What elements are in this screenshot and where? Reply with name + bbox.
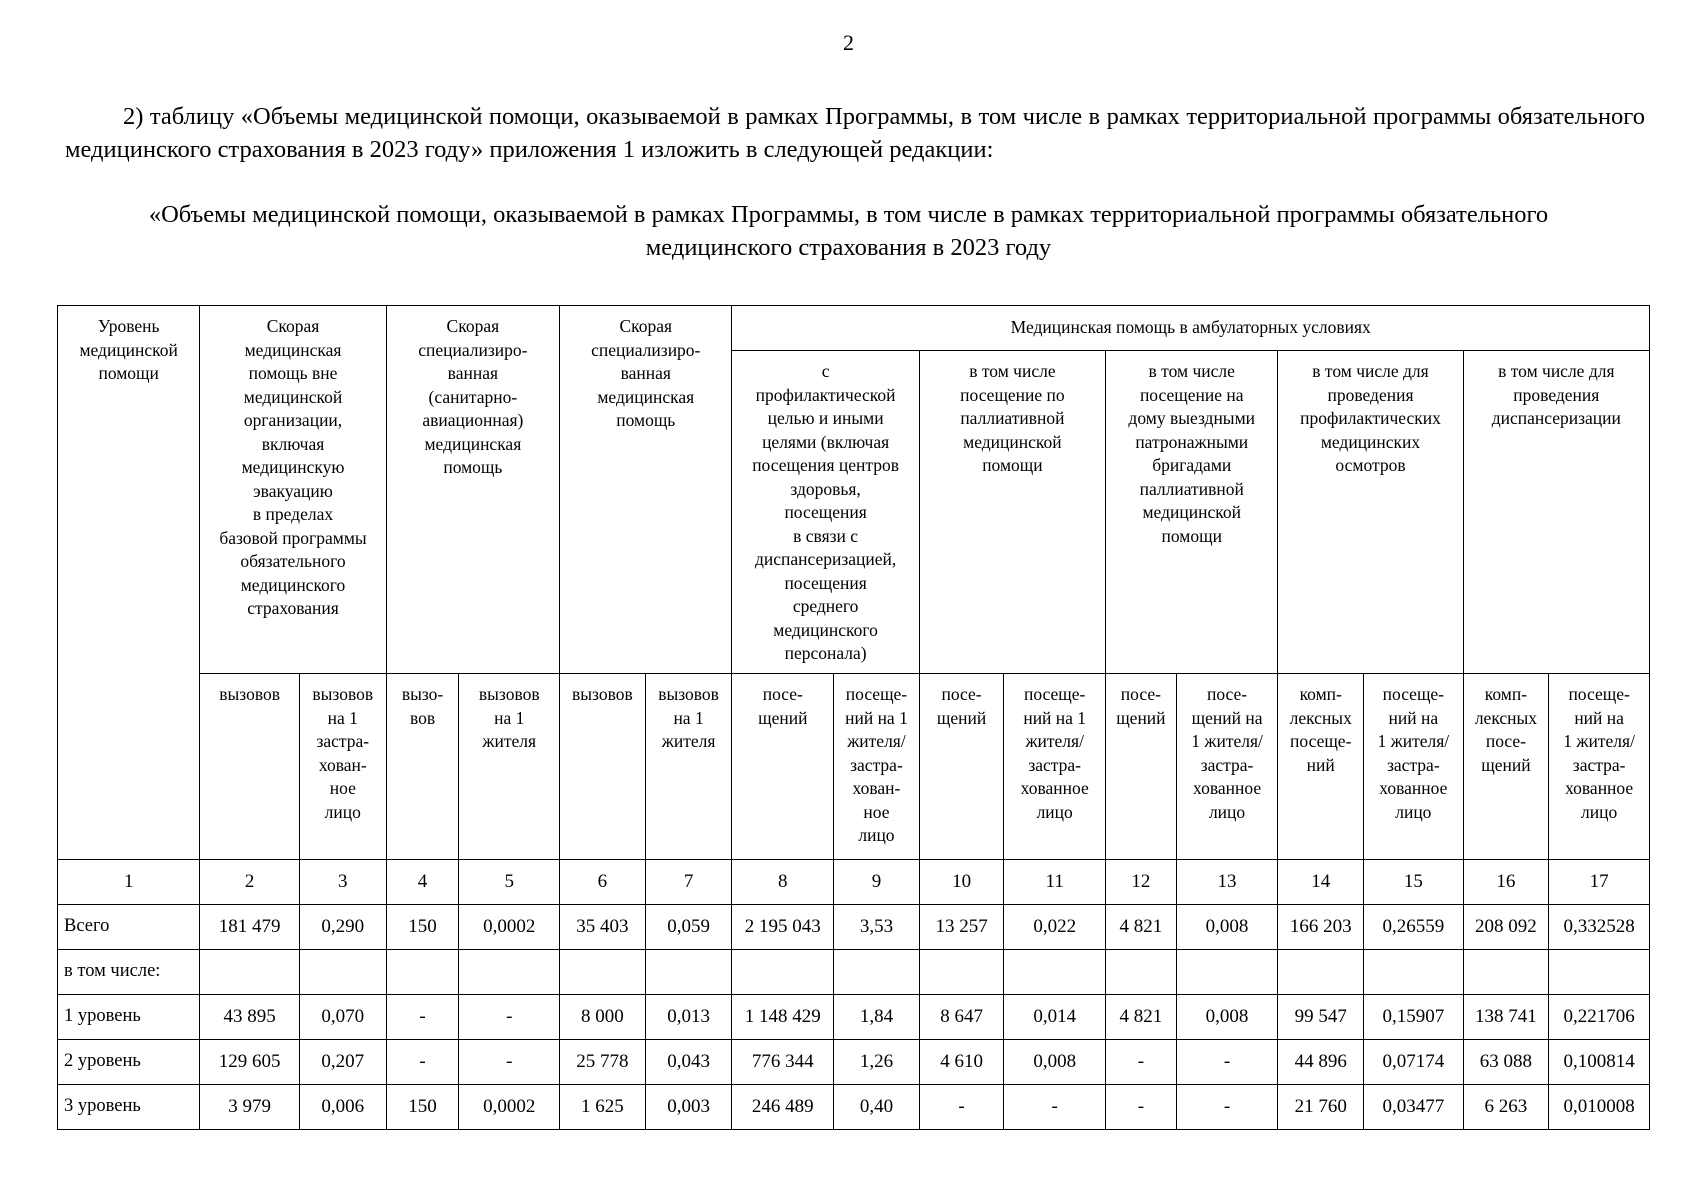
table-cell: 21 760 bbox=[1278, 1085, 1364, 1130]
header-unit: посеще- ний на 1 жителя/ застра- хованное лицо bbox=[1004, 674, 1106, 860]
table-cell: 3,53 bbox=[834, 905, 920, 950]
table-cell: 166 203 bbox=[1278, 905, 1364, 950]
table-row bbox=[58, 905, 1650, 950]
table-row bbox=[58, 1040, 1650, 1085]
table-cell: 0,014 bbox=[1004, 995, 1106, 1040]
table-cell: 44 896 bbox=[1278, 1040, 1364, 1085]
column-number: 6 bbox=[560, 860, 646, 905]
table-cell: - bbox=[459, 995, 560, 1040]
header-outpatient-sub: с профилактической целью и иными целями (включая посещения центров здоровья, посещения в связи с диспансеризацией, посещения среднего медицинского персонала) bbox=[732, 351, 919, 674]
table-cell: 6 263 bbox=[1463, 1085, 1549, 1130]
table-cell: 25 778 bbox=[560, 1040, 646, 1085]
header-outpatient: Медицинская помощь в амбулаторных условиях bbox=[732, 306, 1650, 351]
header-unit: комп- лексных посеще- ний bbox=[1278, 674, 1364, 860]
header-outpatient-sub: в том числе для проведения профилактических медицинских осмотров bbox=[1278, 351, 1463, 674]
table-cell: 0,290 bbox=[299, 905, 386, 950]
table-cell: 0,070 bbox=[299, 995, 386, 1040]
table-cell: - bbox=[1106, 1040, 1177, 1085]
table-cell: 13 257 bbox=[919, 905, 1004, 950]
header-outpatient-sub: в том числе посещение по паллиативной медицинской помощи bbox=[919, 351, 1105, 674]
table-cell: 0,07174 bbox=[1364, 1040, 1464, 1085]
table-cell: 0,15907 bbox=[1364, 995, 1464, 1040]
header-ambulance: Скорая медицинская помощь вне медицинской организации, включая медицинскую эвакуацию в пределах базовой программы обязательного медицинского страхования bbox=[200, 306, 386, 674]
row-label: 2 уровень bbox=[58, 1040, 200, 1085]
table-cell: 0,207 bbox=[299, 1040, 386, 1085]
table-cell: 0,010008 bbox=[1549, 1085, 1650, 1130]
table-cell: 246 489 bbox=[732, 1085, 834, 1130]
column-number: 12 bbox=[1106, 860, 1177, 905]
table-cell: 0,0002 bbox=[459, 1085, 560, 1130]
table-cell: 181 479 bbox=[200, 905, 300, 950]
table-cell: 150 bbox=[386, 905, 459, 950]
header-unit: посеще- ний на 1 жителя/ застра- хованное лицо bbox=[1364, 674, 1464, 860]
row-label: 1 уровень bbox=[58, 995, 200, 1040]
table-cell: 63 088 bbox=[1463, 1040, 1549, 1085]
table-cell: 99 547 bbox=[1278, 995, 1364, 1040]
table-cell: 43 895 bbox=[200, 995, 300, 1040]
table-cell: 0,008 bbox=[1176, 995, 1278, 1040]
table-cell: - bbox=[386, 1040, 459, 1085]
table-cell: 1 625 bbox=[560, 1085, 646, 1130]
header-unit: вызовов на 1 жителя bbox=[459, 674, 560, 860]
column-number: 14 bbox=[1278, 860, 1364, 905]
table-cell: 0,022 bbox=[1004, 905, 1106, 950]
column-number: 13 bbox=[1176, 860, 1278, 905]
column-number: 7 bbox=[645, 860, 732, 905]
table-cell: 1 148 429 bbox=[732, 995, 834, 1040]
table-cell: 208 092 bbox=[1463, 905, 1549, 950]
header-unit: вызовов на 1 застра- хован- ное лицо bbox=[299, 674, 386, 860]
table-cell bbox=[459, 950, 560, 995]
column-number: 16 bbox=[1463, 860, 1549, 905]
table-cell bbox=[645, 950, 732, 995]
header-unit: посе- щений bbox=[1106, 674, 1177, 860]
table-cell bbox=[1106, 950, 1177, 995]
table-cell: 0,043 bbox=[645, 1040, 732, 1085]
table-cell: 4 610 bbox=[919, 1040, 1004, 1085]
column-number: 5 bbox=[459, 860, 560, 905]
table-cell: 0,221706 bbox=[1549, 995, 1650, 1040]
table-cell: 0,0002 bbox=[459, 905, 560, 950]
table-row bbox=[58, 1085, 1650, 1130]
volumes-table bbox=[57, 305, 1650, 1130]
table-cell bbox=[919, 950, 1004, 995]
column-number: 2 bbox=[200, 860, 300, 905]
header-unit: посеще- ний на 1 жителя/ застра- хован- ное лицо bbox=[834, 674, 920, 860]
table-cell: 0,059 bbox=[645, 905, 732, 950]
table-row bbox=[58, 950, 1650, 995]
table-cell: 0,006 bbox=[299, 1085, 386, 1130]
table-cell: 1,26 bbox=[834, 1040, 920, 1085]
table-cell bbox=[299, 950, 386, 995]
table-cell bbox=[1549, 950, 1650, 995]
column-number: 15 bbox=[1364, 860, 1464, 905]
table-cell: 0,03477 bbox=[1364, 1085, 1464, 1130]
table-cell: 1,84 bbox=[834, 995, 920, 1040]
intro-paragraph: 2) таблицу «Объемы медицинской помощи, оказываемой в рамках Программы, в том числе в рамках территориальной программы обязательного медицинского страхования в 2023 году» приложения 1 изложить в следующей редакции: bbox=[65, 103, 1645, 163]
header-unit: посе- щений bbox=[732, 674, 834, 860]
table-cell bbox=[200, 950, 300, 995]
column-number: 4 bbox=[386, 860, 459, 905]
column-number: 1 bbox=[58, 860, 200, 905]
row-label: в том числе: bbox=[58, 950, 200, 995]
table-cell: 0,008 bbox=[1004, 1040, 1106, 1085]
table-cell: 8 647 bbox=[919, 995, 1004, 1040]
table-cell: 0,332528 bbox=[1549, 905, 1650, 950]
table-cell bbox=[386, 950, 459, 995]
table-cell: 129 605 bbox=[200, 1040, 300, 1085]
table-cell: - bbox=[1004, 1085, 1106, 1130]
table-cell: 0,100814 bbox=[1549, 1040, 1650, 1085]
table-cell: 4 821 bbox=[1106, 905, 1177, 950]
table-cell: 150 bbox=[386, 1085, 459, 1130]
table-cell: - bbox=[386, 995, 459, 1040]
row-label: 3 уровень bbox=[58, 1085, 200, 1130]
header-special: Скорая специализиро- ванная медицинская помощь bbox=[560, 306, 732, 674]
table-cell: - bbox=[1176, 1040, 1278, 1085]
header-unit: вызовов bbox=[560, 674, 646, 860]
table-cell bbox=[1004, 950, 1106, 995]
table-cell: - bbox=[1176, 1085, 1278, 1130]
table-cell: - bbox=[1106, 1085, 1177, 1130]
table-cell: 0,40 bbox=[834, 1085, 920, 1130]
column-number: 10 bbox=[919, 860, 1004, 905]
table-cell: - bbox=[919, 1085, 1004, 1130]
header-unit: комп- лексных посе- щений bbox=[1463, 674, 1549, 860]
header-unit: посеще- ний на 1 жителя/ застра- хованное лицо bbox=[1549, 674, 1650, 860]
table-cell: 3 979 bbox=[200, 1085, 300, 1130]
table-cell: 0,013 bbox=[645, 995, 732, 1040]
table-cell bbox=[1364, 950, 1464, 995]
table-row bbox=[58, 995, 1650, 1040]
table-cell: 0,003 bbox=[645, 1085, 732, 1130]
header-special-aviation: Скорая специализиро- ванная (санитарно- авиационная) медицинская помощь bbox=[386, 306, 559, 674]
header-outpatient-sub: в том числе посещение на дому выездными патронажными бригадами паллиативной медицинской помощи bbox=[1106, 351, 1278, 674]
table-cell: - bbox=[459, 1040, 560, 1085]
table-cell bbox=[1278, 950, 1364, 995]
table-cell bbox=[1463, 950, 1549, 995]
page-number: 2 bbox=[843, 30, 854, 55]
header-unit: посе- щений bbox=[919, 674, 1004, 860]
table-cell: 776 344 bbox=[732, 1040, 834, 1085]
column-number: 11 bbox=[1004, 860, 1106, 905]
column-number: 3 bbox=[299, 860, 386, 905]
table-cell: 4 821 bbox=[1106, 995, 1177, 1040]
table-title: «Объемы медицинской помощи, оказываемой в рамках Программы, в том числе в рамках территориальной программы обязательного медицинского страхования в 2023 году bbox=[148, 201, 1549, 261]
header-unit: вызовов bbox=[200, 674, 300, 860]
table-cell bbox=[560, 950, 646, 995]
table-cell: 0,26559 bbox=[1364, 905, 1464, 950]
header-unit: вызовов на 1 жителя bbox=[645, 674, 732, 860]
table-cell: 8 000 bbox=[560, 995, 646, 1040]
table-cell: 35 403 bbox=[560, 905, 646, 950]
table-cell: 0,008 bbox=[1176, 905, 1278, 950]
table-cell bbox=[732, 950, 834, 995]
header-unit: вызо- вов bbox=[386, 674, 459, 860]
table-cell bbox=[1176, 950, 1278, 995]
header-level: Уровень медицинской помощи bbox=[58, 306, 200, 860]
column-number: 9 bbox=[834, 860, 920, 905]
column-number: 17 bbox=[1549, 860, 1650, 905]
header-unit: посе- щений на 1 жителя/ застра- хованное лицо bbox=[1176, 674, 1278, 860]
table-cell: 138 741 bbox=[1463, 995, 1549, 1040]
column-number: 8 bbox=[732, 860, 834, 905]
table-cell bbox=[834, 950, 920, 995]
row-label: Всего bbox=[58, 905, 200, 950]
header-outpatient-sub: в том числе для проведения диспансеризации bbox=[1463, 351, 1649, 674]
table-cell: 2 195 043 bbox=[732, 905, 834, 950]
